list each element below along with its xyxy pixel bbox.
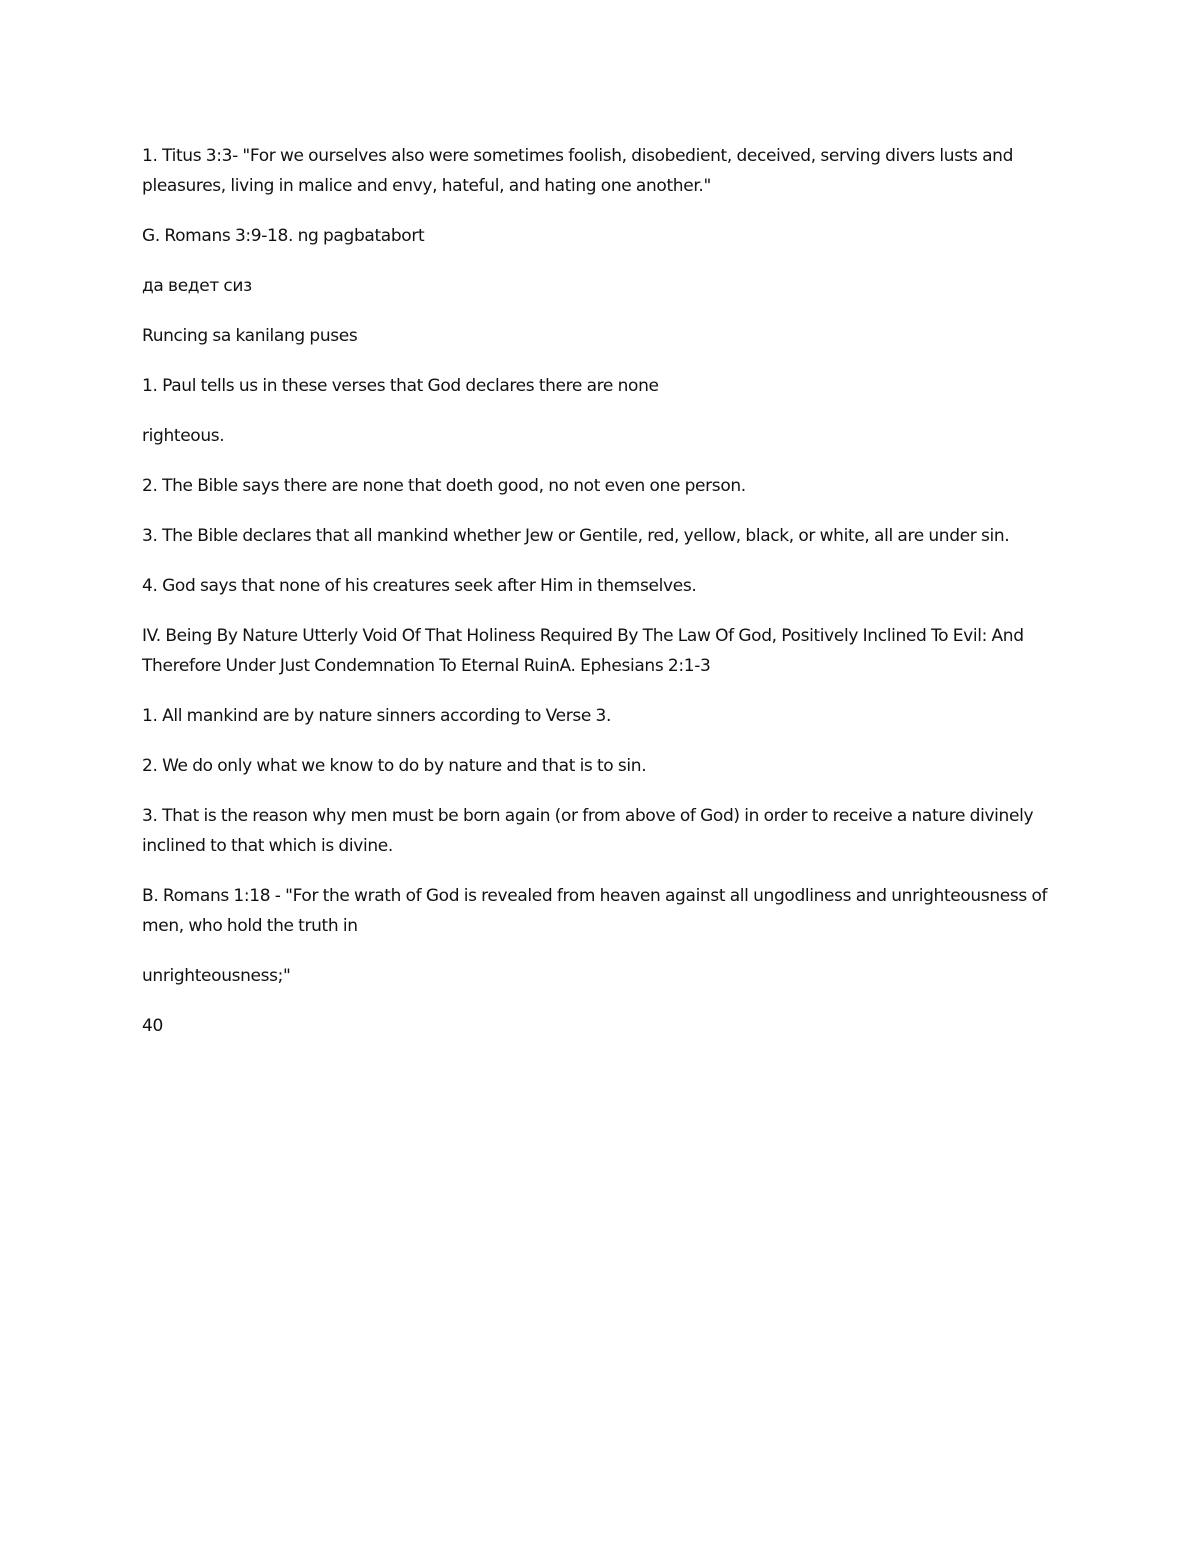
paragraph-paul-tells-us: 1. Paul tells us in these verses that God declares there are none bbox=[142, 376, 659, 396]
paragraph-none-seek-after-him: 4. God says that none of his creatures seek after Him in themselves. bbox=[142, 576, 697, 596]
paragraph-titus-3-3: 1. Titus 3:3- "For we ourselves also were sometimes foolish, disobedient, deceived, serving divers lusts and pleasures, living in malice and envy, hateful, and hating one another." bbox=[142, 146, 1014, 196]
paragraph-all-mankind-under-sin: 3. The Bible declares that all mankind whether Jew or Gentile, red, yellow, black, or white, all are under sin. bbox=[142, 526, 1010, 546]
document-body bbox=[142, 141, 1057, 1061]
paragraph-none-doeth-good: 2. The Bible says there are none that doeth good, no not even one person. bbox=[142, 476, 746, 496]
paragraph-romans-1-18: B. Romans 1:18 - "For the wrath of God is revealed from heaven against all ungodliness and unrighteousness of men, who hold the truth in bbox=[142, 886, 1048, 936]
paragraph-runcing: Runcing sa kanilang puses bbox=[142, 326, 358, 346]
paragraph-section-iv-heading: IV. Being By Nature Utterly Void Of That Holiness Required By The Law Of God, Positively Inclined To Evil: And Therefore Under Just Condemnation To Eternal RuinA. Ephesians 2:1-3 bbox=[142, 626, 1024, 676]
paragraph-do-only-what-we-know: 2. We do only what we know to do by nature and that is to sin. bbox=[142, 756, 647, 776]
paragraph-born-again: 3. That is the reason why men must be born again (or from above of God) in order to receive a nature divinely inclined to that which is divine. bbox=[142, 806, 1034, 856]
paragraph-romans-3-9-18: G. Romans 3:9-18. ng pagbatabort bbox=[142, 226, 425, 246]
paragraph-sinners-by-nature: 1. All mankind are by nature sinners according to Verse 3. bbox=[142, 706, 612, 726]
paragraph-righteous: righteous. bbox=[142, 426, 225, 446]
paragraph-cyrillic-line: да ведет сиз bbox=[142, 276, 252, 296]
paragraph-unrighteousness: unrighteousness;" bbox=[142, 966, 291, 986]
page-number: 40 bbox=[142, 1016, 163, 1036]
